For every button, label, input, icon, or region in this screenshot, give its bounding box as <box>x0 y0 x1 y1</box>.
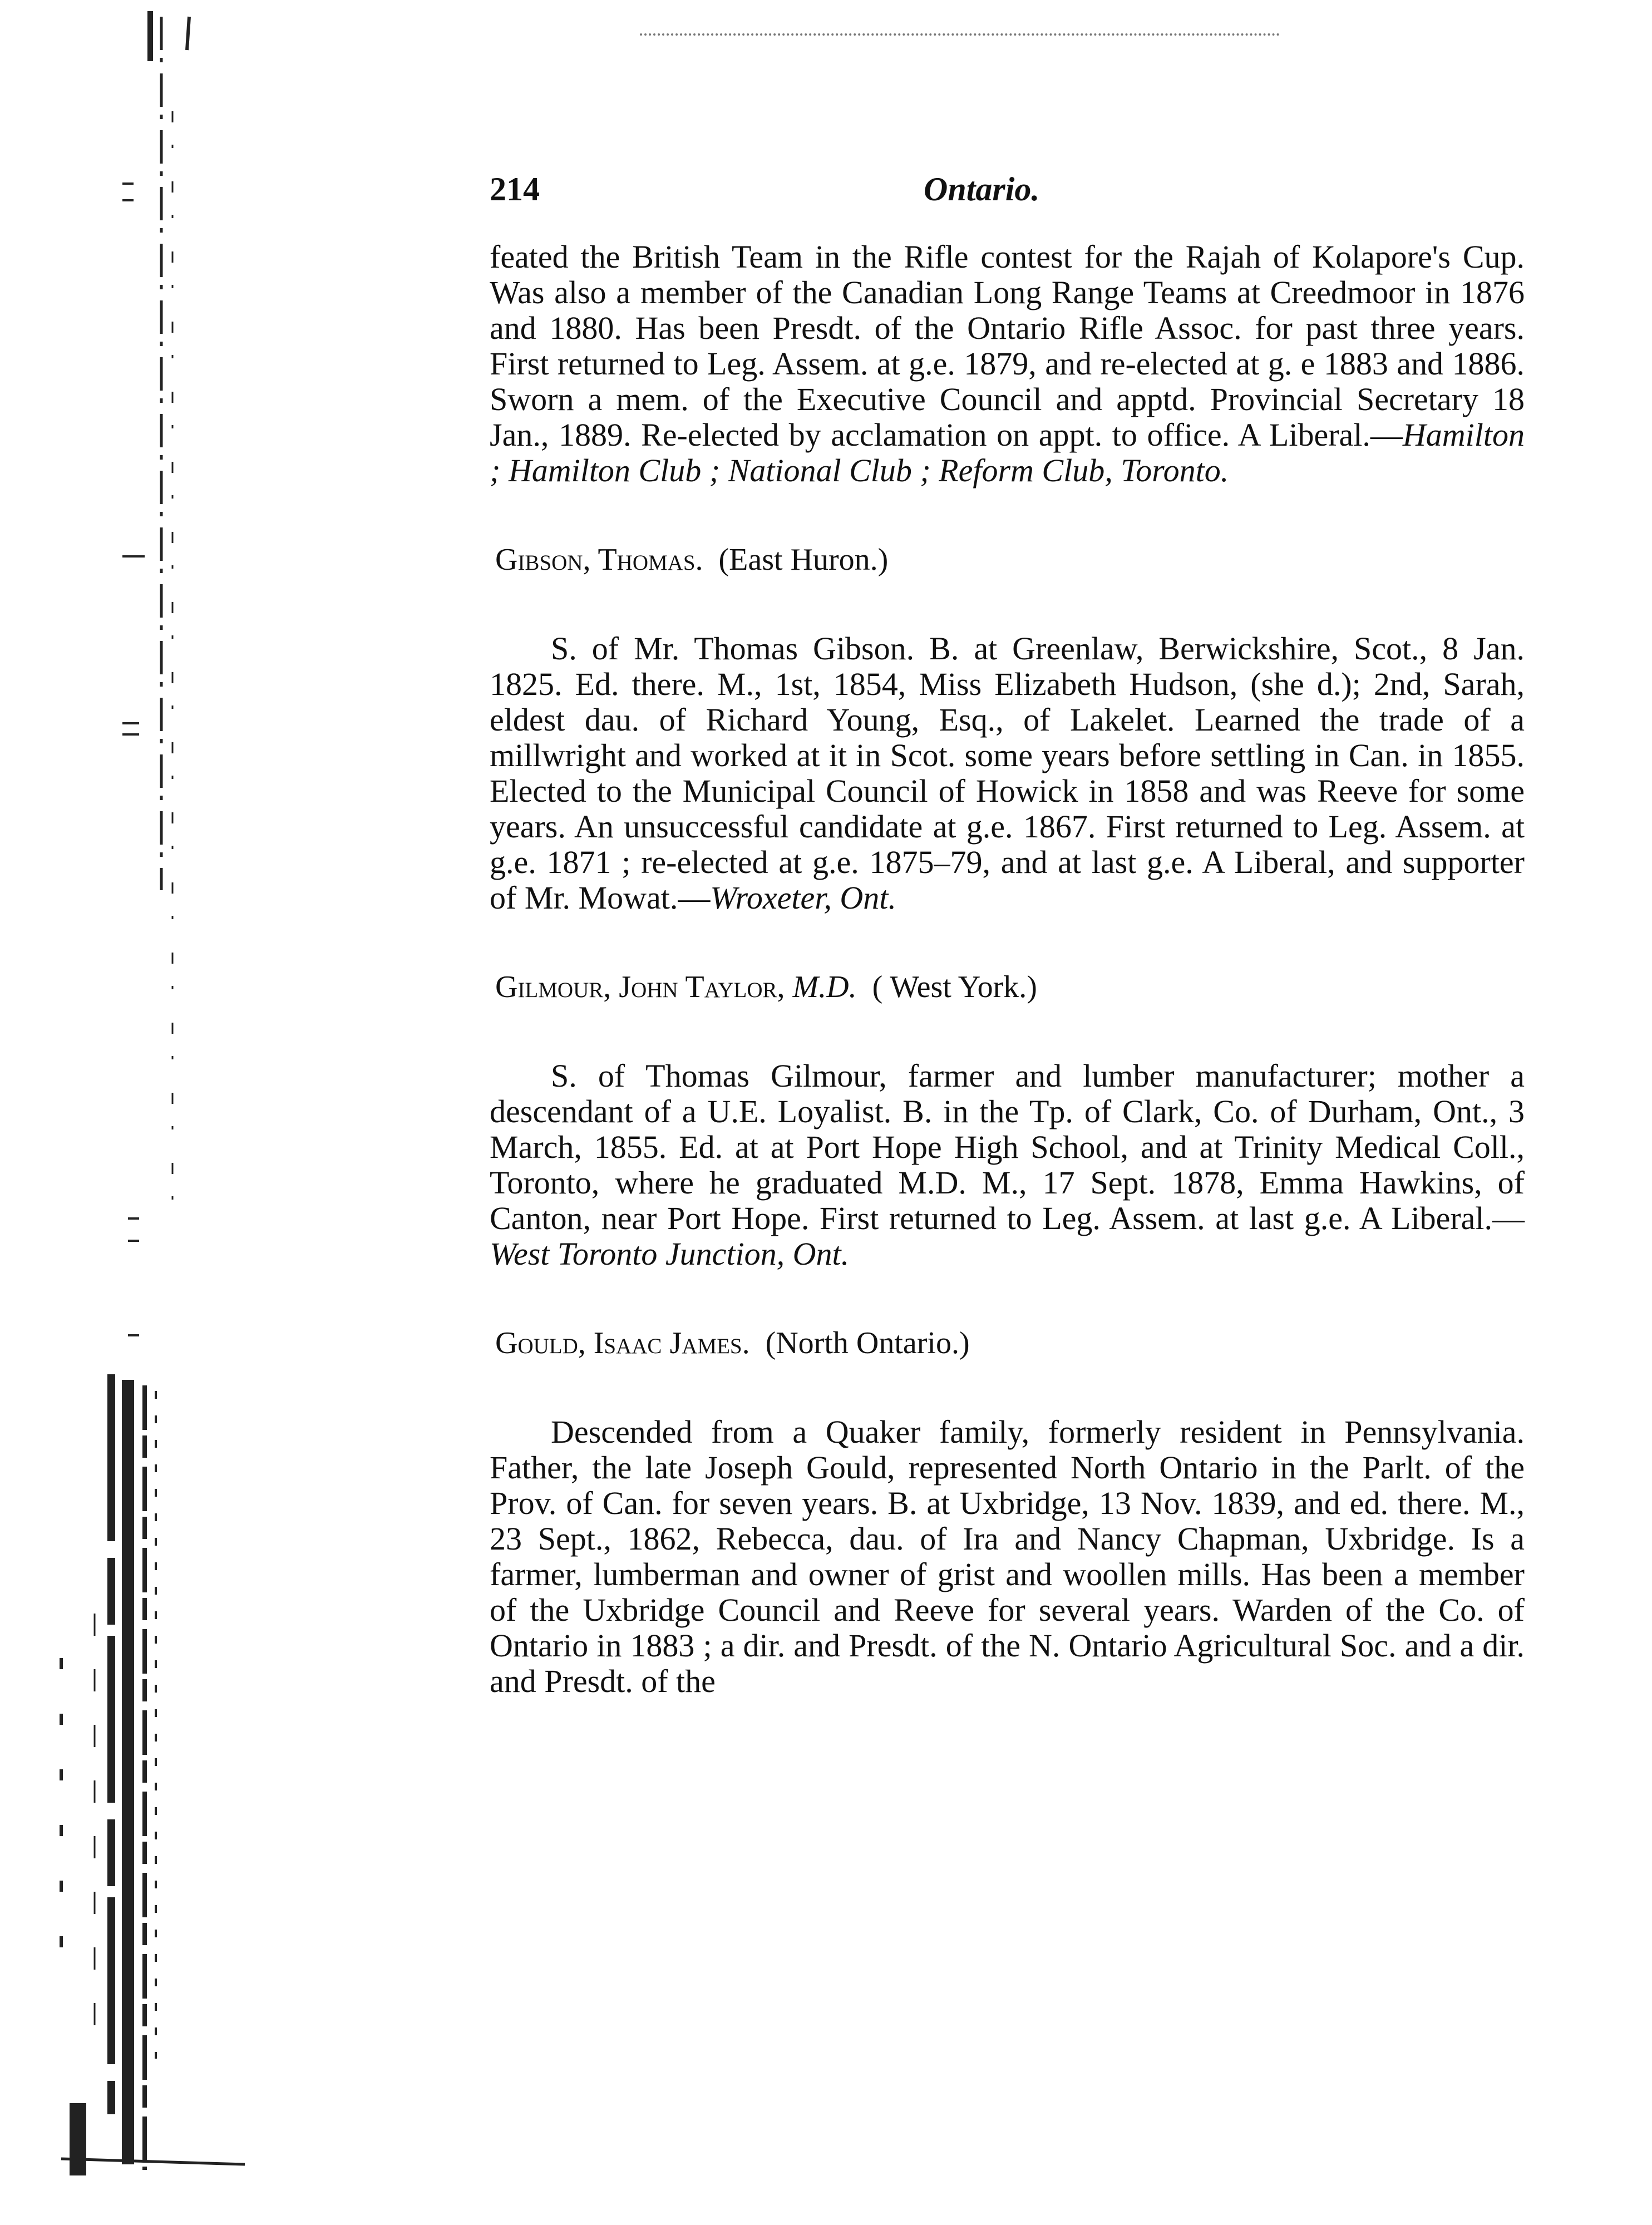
continuation-paragraph <box>490 239 1525 489</box>
page-number: 214 <box>490 171 540 208</box>
entry-degree: M.D. <box>792 970 857 1004</box>
entry-name: Gibson, Thomas. <box>495 542 703 577</box>
page-header <box>490 167 1525 211</box>
entry-name: Gould, Isaac James. <box>495 1326 750 1360</box>
binding-edge-marks <box>0 0 256 2225</box>
entry-text: S. of Thomas Gilmour, farmer and lumber manufacturer; mother a descendant of a U.E. Loyalist. B. in the Tp. of Clark, Co. of Durham, Ont., 3 March, 1855. Ed. at at Port Hope High School, and at Trinity Medical Coll., Toronto, where he graduated M.D. M., 17 Sept. 1878, Emma Hawkins, of Canton, near Port Hope. First returned to Leg. Assem. at last g.e. A Liberal.— <box>490 1058 1525 1236</box>
running-head: Ontario. <box>924 171 1040 208</box>
entry-paragraph-gibson <box>490 631 1525 916</box>
entry-constituency: (North Ontario.) <box>765 1326 970 1360</box>
entry-address: West Toronto Junction, Ont. <box>490 1236 850 1272</box>
entry-heading-gilmour <box>495 969 1525 1005</box>
top-rule <box>640 33 1280 36</box>
continuation-text: feated the British Team in the Rifle contest for the Rajah of Kolapore's Cup. Was also a member of the Canadian Long Range Teams at Creedmoor in 1876 and 1880. Has been Presdt. of the Ontario Rifle Assoc. for past three years. First returned to Leg. Assem. at g.e. 1879, and re-elected at g. e 1883 and 1886. Sworn a mem. of the Executive Council and apptd. Provincial Secretary 18 Jan., 1889. Re-elected by acclamation on appt. to office. A Liberal.— <box>490 239 1525 453</box>
body-text <box>490 239 1525 1699</box>
entry-name: Gilmour, John Taylor, <box>495 970 785 1004</box>
entry-heading-gould <box>495 1325 1525 1361</box>
entry-heading-gibson <box>495 542 1525 578</box>
entry-text: Descended from a Quaker family, formerly resident in Pennsylvania. Father, the late Joseph Gould, represented North Ontario in the Parlt. of the Prov. of Can. for seven years. B. at Uxbridge, 13 Nov. 1839, and ed. there. M., 23 Sept., 1862, Rebecca, dau. of Ira and Nancy Chapman, Uxbridge. Is a farmer, lumberman and owner of grist and woollen mills. Has been a member of the Uxbridge Council and Reeve for several years. Warden of the Co. of Ontario in 1883 ; a dir. and Presdt. of the N. Ontario Agricultural Soc. and a dir. and Presdt. of the <box>490 1414 1525 1699</box>
entry-text: S. of Mr. Thomas Gibson. B. at Greenlaw, Berwickshire, Scot., 8 Jan. 1825. Ed. there. M., 1st, 1854, Miss Elizabeth Hudson, (she d.); 2nd, Sarah, eldest dau. of Richard Young, Esq., of Lakelet. Learned the trade of a millwright and worked at it in Scot. some years before settling in Can. in 1855. Elected to the Municipal Council of Howick in 1858 and was Reeve for some years. An unsuccessful candidate at g.e. 1867. First returned to Leg. Assem. at g.e. 1871 ; re-elected at g.e. 1875–79, and at last g.e. A Liberal, and supporter of Mr. Mowat.— <box>490 630 1525 916</box>
entry-paragraph-gould <box>490 1414 1525 1699</box>
entry-constituency: ( West York.) <box>872 970 1037 1004</box>
entry-address: Wroxeter, Ont. <box>710 880 896 916</box>
entry-paragraph-gilmour <box>490 1058 1525 1272</box>
continuation-address: Hamilton ; Hamilton Club ; National Club ; Reform Club, Toronto. <box>490 417 1525 489</box>
entry-constituency: (East Huron.) <box>718 542 889 577</box>
